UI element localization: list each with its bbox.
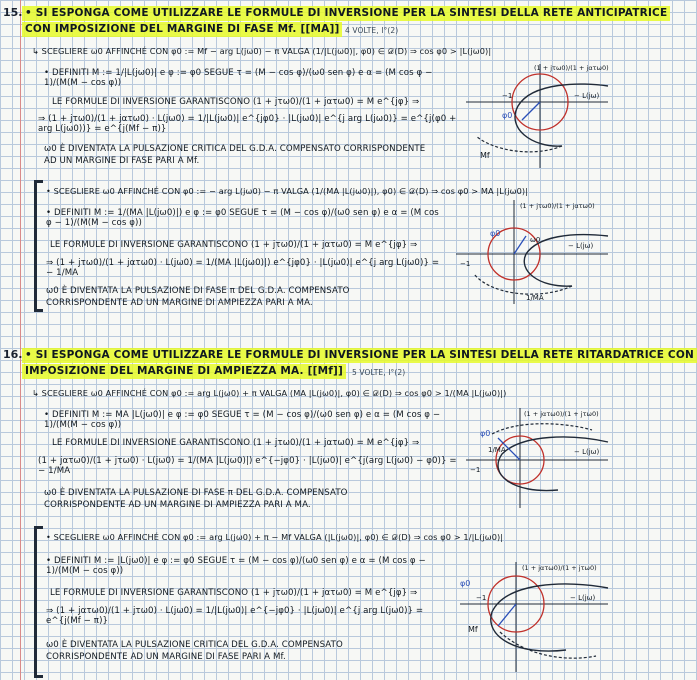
p16b-step3: LE FORMULE DI INVERSIONE GARANTISCONO (1 + jτω0)/(1 + jατω0) = M e^{jφ} ⇒	[50, 588, 418, 598]
compensated-curve	[474, 274, 572, 294]
label-l: − L(jω)	[568, 242, 594, 250]
label-network: (1 + jατω0)/(1 + jτω0)	[522, 564, 597, 572]
p15a-step1: ↳ SCEGLIERE ω0 AFFINCHÉ CON φ0 := Mf − arg L(jω0) − π VALGA (1/|L(jω0)|, φ0) ∈ 𝒟(D) ⇒ cos φ0 > |L(jω0)|	[32, 46, 492, 56]
label-network: (1 + jτω0)/(1 + jατω0)	[520, 202, 595, 210]
label-minus-one: −1	[470, 466, 481, 474]
p16b-bracket	[34, 526, 43, 678]
label-minus-one: −1	[460, 260, 471, 268]
p16b-step2: • DEFINITI M := |L(jω0)| e φ := φ0 SEGUE τ = (M − cos φ)/(ω0 sen φ) e α = (M cos φ − 1)/(M(M − cos φ))	[46, 556, 426, 576]
p15a-step3: LE FORMULE DI INVERSIONE GARANTISCONO (1 + jτω0)/(1 + jατω0) = M e^{jφ} ⇒	[52, 97, 420, 107]
label-one-over-ma: 1/MA	[526, 294, 544, 302]
label-phi0: φ0	[502, 111, 513, 120]
p15a-step4: ⇒ (1 + jτω0)/(1 + jατω0) · L(jω0) = 1/|L(jω0)| e^{jφ0} · |L(jω0)| e^{j arg L(jω0)} = e^{j(φ0 + arg L(jω0))} = e^{j(Mf − π)}	[38, 114, 457, 134]
phi0-vector	[522, 102, 540, 120]
p16b-step1: • SCEGLIERE ω0 AFFINCHÉ CON φ0 := arg L(jω0) + π − Mf VALGA (|L(jω0)|, φ0) ∈ 𝒟(D) ⇒ cos φ0 > 1/|L(jω0)|	[46, 532, 504, 542]
label-minus-one: −1	[476, 594, 487, 602]
p15b-concl1: ω0 È DIVENTATA LA PULSAZIONE DI FASE π DEL G.D.A. COMPENSATO	[46, 286, 350, 296]
compensated-curve	[476, 136, 562, 152]
label-network: (1 + jτω0)/(1 + jατω0)	[534, 64, 609, 72]
p15a-concl2: AD UN MARGINE DI FASE PARI A Mf.	[44, 156, 200, 166]
label-one-over-ma: 1/MA	[488, 446, 506, 454]
problem-15-note: 4 VOLTE, I°(2)	[345, 26, 399, 35]
p15b-step3: LE FORMULE DI INVERSIONE GARANTISCONO (1 + jτω0)/(1 + jατω0) = M e^{jφ} ⇒	[50, 240, 418, 250]
p16a-concl1: ω0 È DIVENTATA LA PULSAZIONE DI FASE π DEL G.D.A. COMPENSATO	[44, 488, 348, 498]
label-phi0: φ0	[480, 429, 491, 438]
label-minus-one: −1	[502, 92, 513, 100]
p15a-nyquist-graph	[462, 62, 612, 172]
p15b-step1: • SCEGLIERE ω0 AFFINCHÉ CON φ0 := − arg L(jω0) − π VALGA (1/(MA |L(jω0)|), φ0) ∈ 𝒟(D) ⇒ cos φ0 > MA |L(jω0)|	[46, 186, 529, 196]
p15a-concl1: ω0 È DIVENTATA LA PULSAZIONE CRITICA DEL G.D.A. COMPENSATO CORRISPONDENTE	[44, 144, 426, 154]
problem-16-title-line1: • SI ESPONGA COME UTILIZZARE LE FORMULE DI INVERSIONE PER LA SINTESI DELLA RETE RITARDATRICE CON	[22, 348, 697, 363]
problem-15-number: 15.	[3, 6, 23, 19]
label-network: (1 + jατω0)/(1 + jτω0)	[524, 410, 599, 418]
margin-line	[20, 0, 21, 680]
p16b-nyquist-graph	[456, 560, 612, 676]
p15b-bracket	[34, 180, 43, 312]
p15a-step2: • DEFINITI M := 1/|L(jω0)| e φ := φ0 SEGUE τ = (M − cos φ)/(ω0 sen φ) e α = (M cos φ − 1)/(M(M − cos φ))	[44, 68, 433, 88]
problem-16-note: 5 VOLTE, I°(2)	[352, 368, 406, 377]
problem-15-title-line2: CON IMPOSIZIONE DEL MARGINE DI FASE Mf. [[MA]]	[22, 22, 342, 37]
problem-16-number: 16.	[3, 348, 23, 361]
label-phi0: φ0	[460, 579, 471, 588]
p16a-step3: LE FORMULE DI INVERSIONE GARANTISCONO (1 + jτω0)/(1 + jατω0) = M e^{jφ} ⇒	[52, 438, 420, 448]
p16b-concl2: CORRISPONDENTE AD UN MARGINE DI FASE PARI A Mf.	[46, 652, 286, 662]
p16a-step2: • DEFINITI M := MA |L(jω0)| e φ := φ0 SEGUE τ = (M − cos φ)/(ω0 sen φ) e α = (M cos φ − 1)/(M(M − cos φ))	[44, 410, 441, 430]
problem-16-title-line2: IMPOSIZIONE DEL MARGINE DI AMPIEZZA MA. [[Mf]]	[22, 364, 346, 379]
problem-15-title-line1: • SI ESPONGA COME UTILIZZARE LE FORMULE DI INVERSIONE PER LA SINTESI DELLA RETE ANTICIPATRICE	[22, 6, 670, 21]
p15b-step4: ⇒ (1 + jτω0)/(1 + jατω0) · L(jω0) = 1/(MA |L(jω0)|) e^{jφ0} · |L(jω0)| e^{j arg L(jω0)} = − 1/MA	[46, 258, 440, 278]
p15b-step2: • DEFINITI M := 1/(MA |L(jω0)|) e φ := φ0 SEGUE τ = (M − cos φ)/(ω0 sen φ) e α = (M cos φ − 1)/(M(M − cos φ))	[46, 208, 439, 228]
label-l: − L(jω)	[574, 92, 600, 100]
l-curve	[498, 437, 608, 491]
label-mf: Mf	[480, 151, 490, 160]
p15b-nyquist-graph	[452, 196, 612, 308]
p16b-concl1: ω0 È DIVENTATA LA PULSAZIONE CRITICA DEL G.D.A. COMPENSATO	[46, 640, 343, 650]
p16a-concl2: CORRISPONDENTE AD UN MARGINE DI AMPIEZZA PARI A MA.	[44, 500, 311, 510]
phi0-vector	[514, 236, 526, 254]
p16a-nyquist-graph	[462, 404, 612, 512]
label-phi0: φ0	[490, 229, 501, 238]
compensated-curve	[492, 424, 592, 434]
label-mf: Mf	[468, 625, 478, 634]
p16a-step1: ↳ SCEGLIERE ω0 AFFINCHÉ CON φ0 := arg L(jω0) + π VALGA (MA |L(jω0)|, φ0) ∈ 𝒟(D) ⇒ cos φ0 > 1/(MA |L(jω0)|)	[32, 388, 507, 398]
p16b-step4: ⇒ (1 + jατω0)/(1 + jτω0) · L(jω0) = 1/|L(jω0)| e^{−jφ0} · |L(jω0)| e^{j arg L(jω0)} = e^{j(Mf − π)}	[46, 606, 424, 626]
label-l: − L(jω)	[570, 594, 596, 602]
p16a-step4: (1 + jατω0)/(1 + jτω0) · L(jω0) = 1/(MA |L(jω0)|) e^{−jφ0} · |L(jω0)| e^{j(arg L(jω0) − φ0)} = − 1/MA	[38, 456, 457, 476]
phi0-vector	[498, 604, 516, 626]
p15b-concl2: CORRISPONDENTE AD UN MARGINE DI AMPIEZZA PARI A MA.	[46, 298, 313, 308]
label-l: − L(jω)	[574, 448, 600, 456]
label-omega0: ω0	[530, 236, 541, 244]
